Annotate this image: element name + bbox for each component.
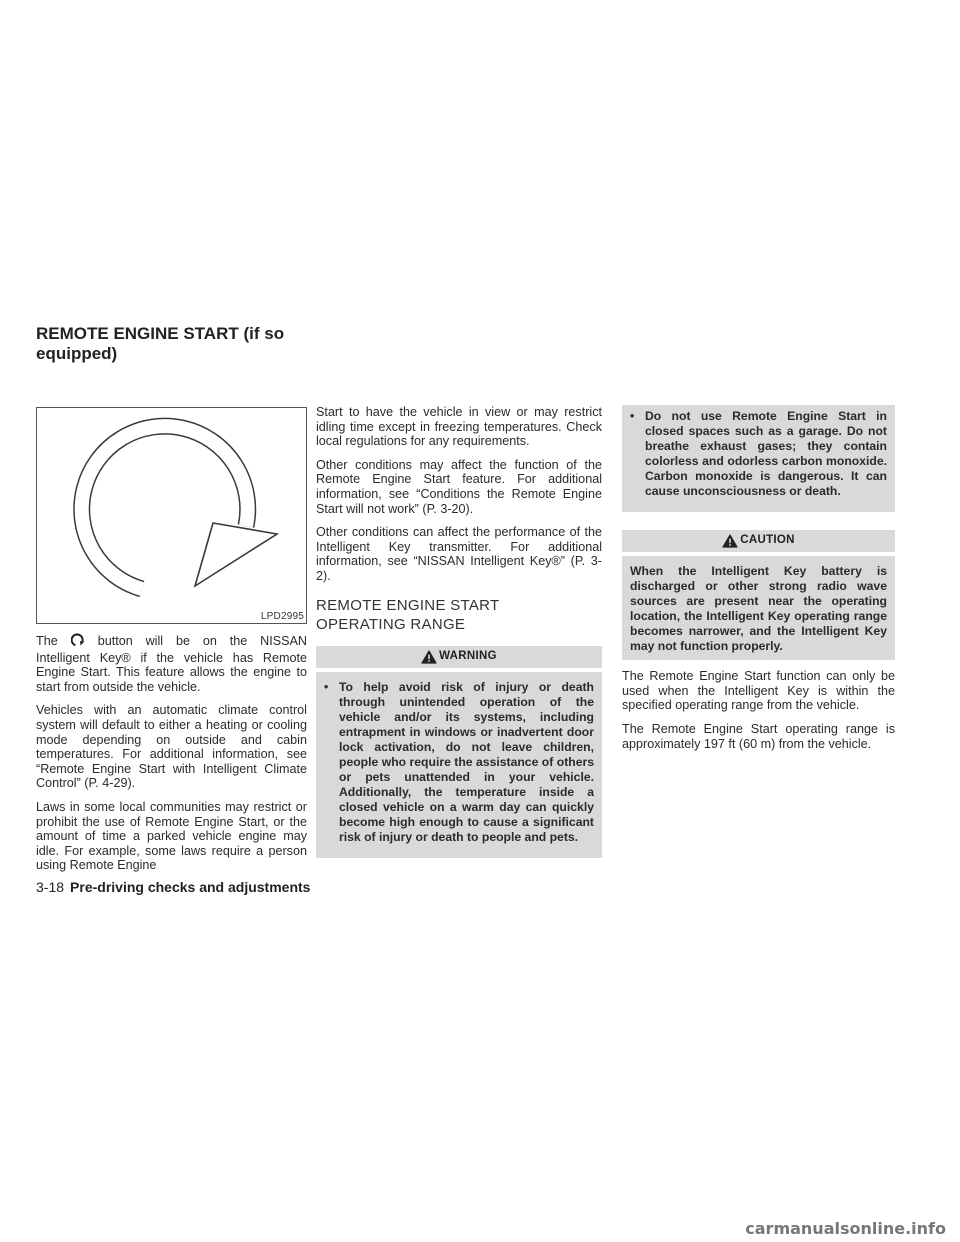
chapter-title: Pre-driving checks and adjustments — [70, 879, 311, 895]
warning-item — [630, 409, 887, 500]
warning-box-continued — [622, 405, 895, 512]
subheading: REMOTE ENGINE START OPERATING RANGE — [316, 596, 500, 633]
bullet: • — [324, 679, 329, 694]
paragraph: Other conditions may affect the function of the Remote Engine Start feature. For additional information, see “Conditions the Remote Engine Start will not work” (P. 3-20). — [316, 457, 602, 516]
remote-start-button-icon — [58, 633, 98, 651]
warning-item — [324, 680, 594, 846]
caution-label: CAUTION — [740, 534, 795, 547]
watermark: carmanualsonline.info — [745, 1219, 946, 1238]
column-2 — [316, 405, 602, 858]
bullet: • — [630, 409, 635, 423]
remote-start-figure — [36, 407, 307, 624]
paragraph: Other conditions can affect the performance of the Intelligent Key transmitter. For additional information, see “NISSAN Intelligent Key®” (P. 3-2). — [316, 525, 602, 583]
page-footer — [36, 879, 310, 895]
warning-icon — [421, 650, 437, 664]
warning-label: WARNING — [439, 650, 497, 663]
caution-icon — [722, 534, 738, 548]
paragraph-text: button will be on the NISSAN Intelligent Key® if the vehicle has Remote Engine Start. This feature allows the engine to start from outside the vehicle. — [36, 634, 307, 694]
warning-header — [316, 646, 602, 668]
paragraph: Laws in some local communities may restrict or prohibit the use of Remote Engine Start, or the amount of time a parked vehicle engine may idle. For example, some laws require a person using Remote Engine — [36, 799, 307, 873]
figure-code: LPD2995 — [260, 611, 304, 622]
paragraph: The Remote Engine Start function can only be used when the Intelligent Key is within the specified operating range from the vehicle. — [622, 669, 895, 713]
paragraph: Start to have the vehicle in view or may restrict idling time except in freezing temperatures. Check local regulations for any requirements. — [316, 405, 602, 449]
remote-start-circular-arrow-icon — [37, 408, 308, 625]
column-1 — [36, 633, 307, 882]
warning-text: Do not use Remote Engine Start in closed spaces such as a garage. Do not breathe exhaust gases; they contain colorless and odorless carbon monoxide. Carbon monoxide is dangerous. It can cause unconsciousness or death. — [645, 409, 887, 499]
warning-text: To help avoid risk of injury or death through unintended operation of the vehicle and/or its systems, including entrapment in windows or inadvertent door lock activation, do not leave children, people who require the assistance of others or pets unattended in your vehicle. Additionally, the temperature inside a closed vehicle on a warm day can quickly become high enough to cause a significant risk of injury or death to people and pets. — [339, 679, 594, 845]
column-3 — [622, 405, 895, 760]
paragraph — [36, 633, 307, 694]
paragraph: The Remote Engine Start operating range is approximately 197 ft (60 m) from the vehicle. — [622, 721, 895, 751]
paragraph-intro: The — [36, 634, 58, 648]
caution-box: When the Intelligent Key battery is discharged or other strong radio wave sources are present near the operating location, the Intelligent Key operating range becomes narrower, and the Intelligent Key may not function properly. — [622, 556, 895, 661]
caution-header — [622, 530, 895, 552]
section-title: REMOTE ENGINE START (if so equipped) — [36, 324, 285, 363]
page-number: 3-18 — [36, 879, 65, 895]
warning-box — [316, 672, 602, 858]
paragraph: Vehicles with an automatic climate control system will default to either a heating or cooling mode depending on outside and cabin temperatures. For additional information, see “Remote Engine Start with Intelligent Climate Control” (P. 4-29). — [36, 703, 307, 791]
